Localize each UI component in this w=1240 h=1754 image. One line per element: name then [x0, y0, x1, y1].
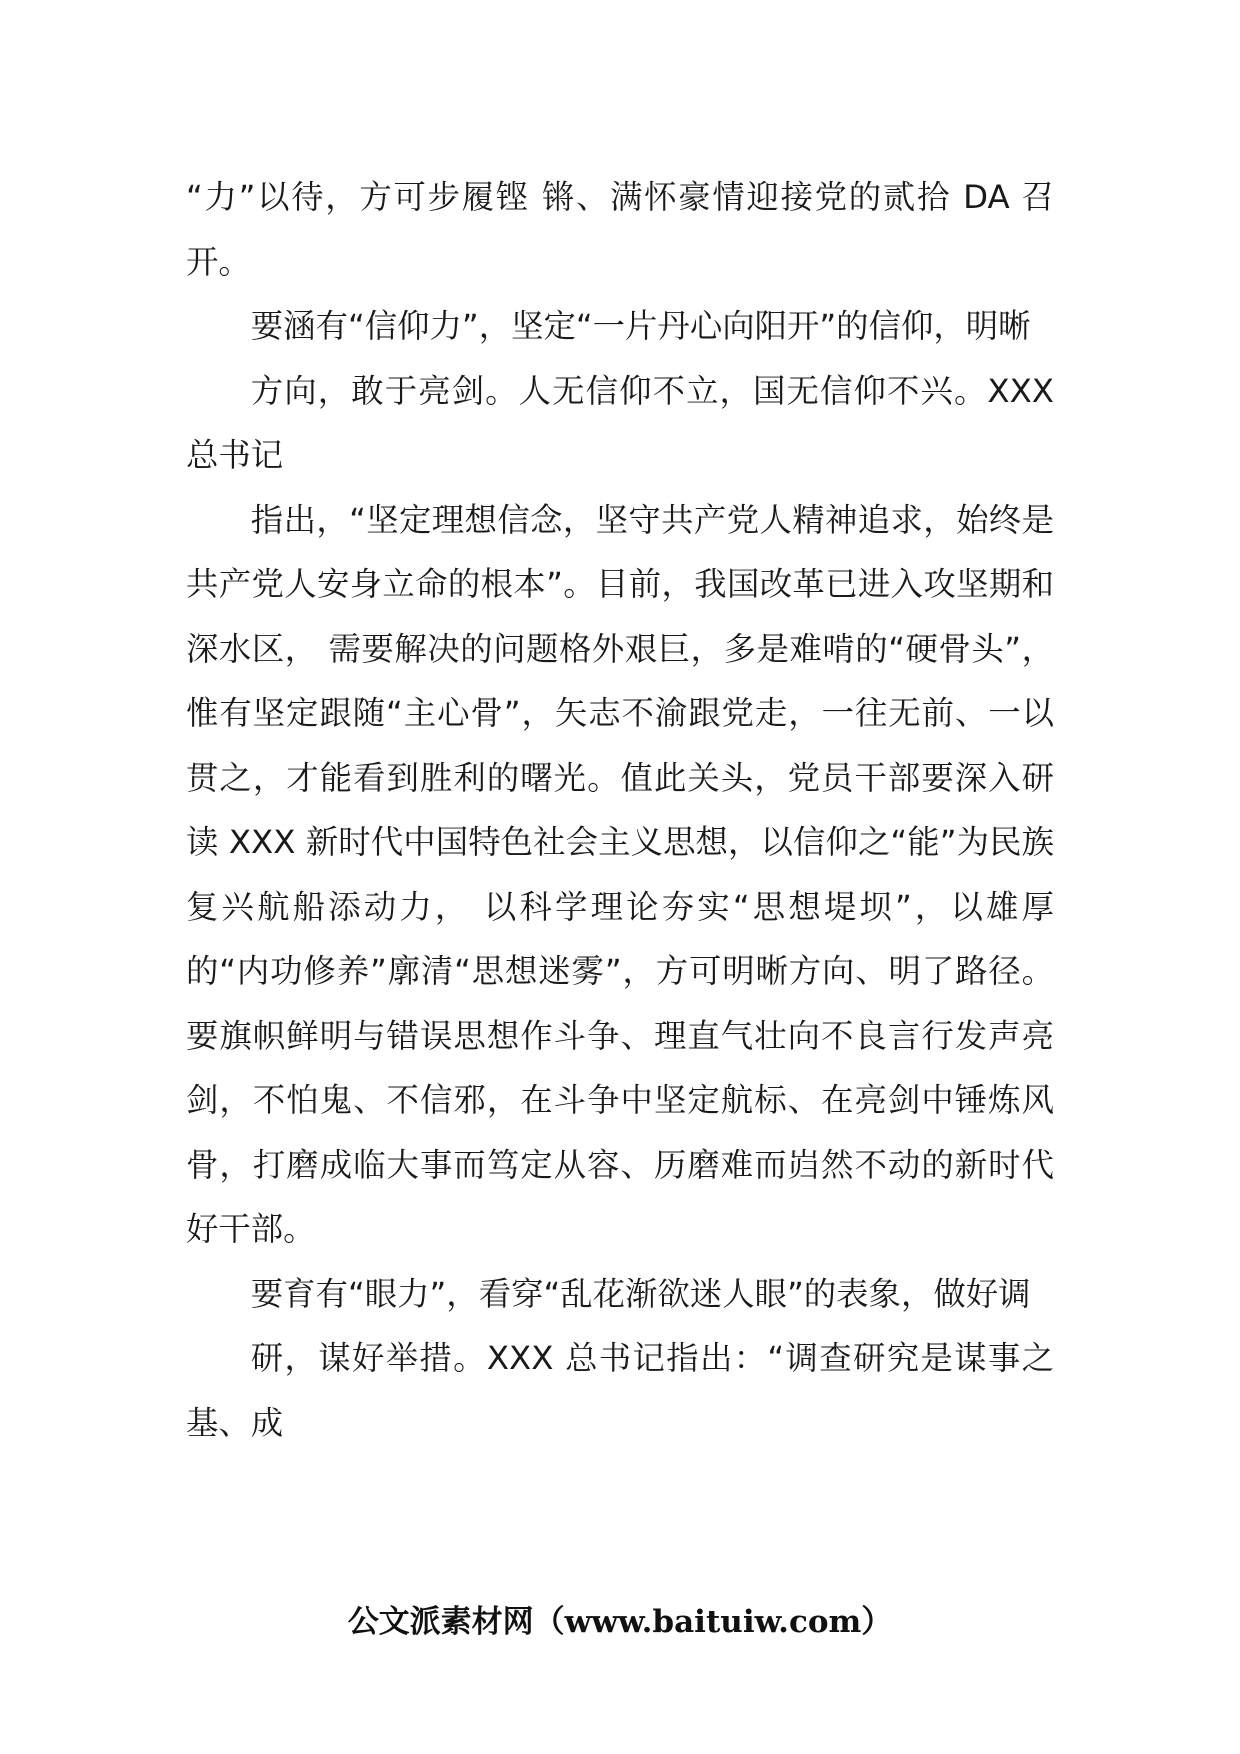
paragraph-2: 要涵有“信仰力”，坚定“一片丹心向阳开”的信仰，明晰	[250, 307, 1031, 345]
paragraph-6: 研，谋好举措。XXX 总书记指出：“调查研究是谋事之基、成	[186, 1339, 1054, 1442]
paragraph-1: “力”以待，方可步履铿 锵、满怀豪情迎接党的贰拾 DA 召开。	[186, 178, 1054, 281]
page-footer: 公文派素材网（www.baituiw.com）	[347, 1604, 893, 1640]
document-body	[186, 165, 1054, 1455]
paragraph-5: 要育有“眼力”，看穿“乱花渐欲迷人眼”的表象，做好调	[250, 1274, 1031, 1313]
paragraph-4: 指出，“坚定理想信念，坚守共产党人精神追求，始终是共产党人安身立命的根本”。目前，我国改革已进入攻坚期和深水区， 需要解决的问题格外艰巨，多是难啃的“硬骨头”，惟有坚定跟随“主心骨”，矢志不渝跟党走，一往无前、一以贯之，才能看到胜利的曙光。值此关头，党员干部要深入研读 XXX 新时代中国特色社会主义思想，以信仰之“能”为民族复兴航船添动力， 以科学理论夯实“思想堤坝”，以雄厚的“内功修养”廓清“思想迷雾”，方可明晰方向、明了路径。要旗帜鲜明与错误思想作斗争、理直气壮向不良言行发声亮剑，不怕鬼、不信邪，在斗争中坚定航标、在亮剑中锤炼风骨，打磨成临大事而笃定从容、历磨难而岿然不动的新时代好干部。	[186, 500, 1054, 1248]
paragraph-3: 方向，敢于亮剑。人无信仰不立，国无信仰不兴。XXX 总书记	[186, 371, 1054, 474]
